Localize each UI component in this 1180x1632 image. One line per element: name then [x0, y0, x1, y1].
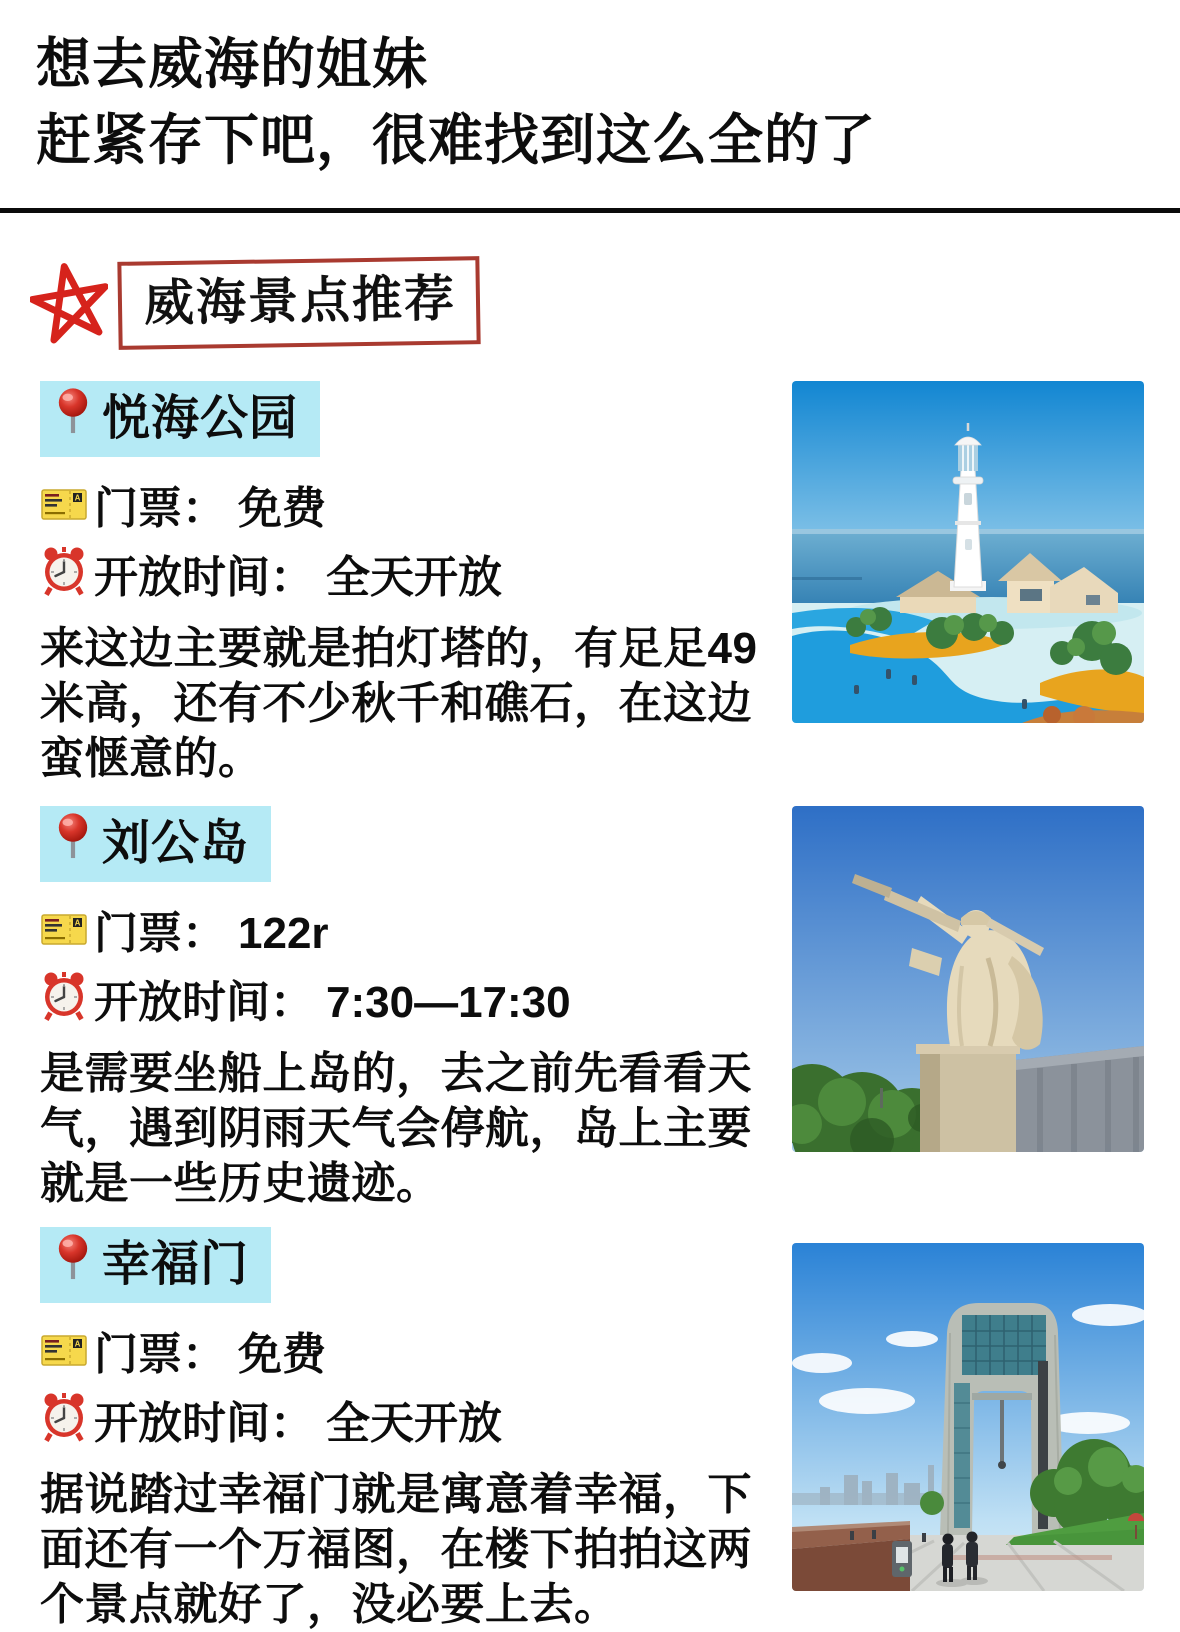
section-description	[40, 1046, 775, 1211]
time-value: 7:30—17:30	[326, 978, 571, 1027]
ticket-label: 门票：	[94, 909, 226, 958]
description-line: 个景点就好了，没必要上去。	[40, 1580, 619, 1629]
description-line: 是需要坐船上岛的，去之前先看看天	[40, 1049, 752, 1098]
ticket-value: 免费	[238, 484, 326, 533]
round-pushpin-icon	[52, 1232, 94, 1298]
time-line	[40, 1391, 775, 1457]
description-line: 来这边主要就是拍灯塔的，有足足49	[40, 624, 758, 673]
section-description	[40, 1467, 775, 1632]
hand-drawn-red-star-icon	[30, 256, 108, 350]
section-text	[40, 806, 775, 1211]
section-liugong-island	[40, 806, 1144, 1211]
admission-tickets-icon	[40, 481, 88, 537]
section-name: 刘公岛	[102, 817, 250, 870]
sections	[0, 381, 1180, 1632]
ticket-label: 门票：	[94, 1330, 226, 1379]
page-title-line1: 想去威海的姐妹	[36, 33, 429, 95]
time-label: 开放时间：	[94, 553, 314, 602]
section-title-highlight	[40, 806, 271, 882]
recommend-heading	[30, 253, 1180, 353]
ticket-line	[40, 906, 775, 962]
admission-tickets-icon	[40, 906, 88, 962]
header	[0, 0, 1180, 178]
time-line	[40, 545, 775, 611]
ticket-line	[40, 1327, 775, 1383]
description-line: 气，遇到阴雨天气会停航，岛上主要	[40, 1104, 752, 1153]
section-text	[40, 1227, 775, 1632]
svg-text:A: A	[74, 918, 81, 928]
time-value: 全天开放	[326, 553, 502, 602]
ticket-label: 门票：	[94, 484, 226, 533]
ticket-line	[40, 481, 775, 537]
liugong-island-statue-photo	[792, 806, 1144, 1152]
section-name: 悦海公园	[102, 392, 299, 445]
description-line: 蛮惬意的。	[40, 734, 263, 783]
svg-text:A: A	[74, 1339, 81, 1349]
section-title-highlight	[40, 381, 320, 457]
page-title-line2: 赶紧存下吧，很难找到这么全的了	[36, 109, 877, 171]
time-label: 开放时间：	[94, 978, 314, 1027]
section-description	[40, 621, 775, 786]
round-pushpin-icon	[52, 386, 94, 452]
section-yuehai-park	[40, 381, 1144, 786]
admission-tickets-icon	[40, 1327, 88, 1383]
recommend-box	[117, 256, 480, 349]
ticket-value: 122r	[238, 909, 329, 958]
alarm-clock-icon	[40, 1391, 88, 1457]
description-line: 面还有一个万福图，在楼下拍拍这两	[40, 1525, 752, 1574]
section-name: 幸福门	[102, 1238, 250, 1291]
svg-text:A: A	[74, 493, 81, 503]
section-happiness-gate	[40, 1227, 1144, 1632]
ticket-value: 免费	[238, 1330, 326, 1379]
yuehai-park-lighthouse-photo	[792, 381, 1144, 723]
happiness-gate-photo	[792, 1243, 1144, 1591]
description-line: 据说踏过幸福门就是寓意着幸福，下	[40, 1470, 752, 1519]
time-value: 全天开放	[326, 1399, 502, 1448]
section-title-highlight	[40, 1227, 271, 1303]
description-line: 米高，还有不少秋千和礁石，在这边	[40, 679, 752, 728]
time-label: 开放时间：	[94, 1399, 314, 1448]
recommend-label: 威海景点推荐	[143, 270, 457, 332]
section-text	[40, 381, 775, 786]
alarm-clock-icon	[40, 970, 88, 1036]
round-pushpin-icon	[52, 811, 94, 877]
header-divider	[0, 208, 1180, 213]
alarm-clock-icon	[40, 545, 88, 611]
time-line	[40, 970, 775, 1036]
description-line: 就是一些历史遗迹。	[40, 1159, 441, 1208]
